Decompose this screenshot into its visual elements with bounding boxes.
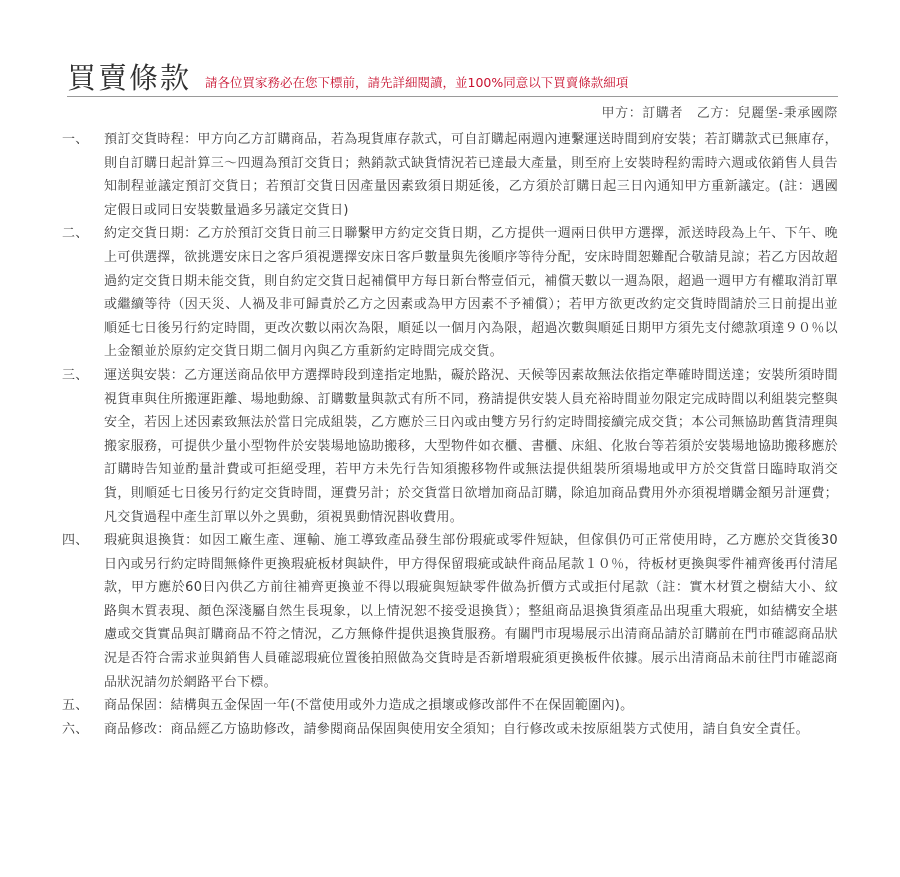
term-item	[62, 694, 838, 718]
term-text: 商品保固：結構與五金保固一年(不當使用或外力造成之損壞或修改部件不在保固範圍內)。	[104, 698, 634, 714]
term-item	[62, 718, 838, 742]
term-text: 約定交貨日期：乙方於預訂交貨日前三日聯繫甲方約定交貨日期，乙方提供一週兩日供甲方選擇，派送時段為上午、下午、晚上可供選擇，欲挑選安床日之客戶須視選擇安床日客戶數量與先後順序等待分配，安床時間恕難配合敬請見諒；若乙方因故超過約定交貨日期未能交貨，則自約定交貨日起補償甲方每日新台幣壹佰元，補償天數以一週為限，超過一週甲方有權取消訂單或繼續等待（因天災、人禍及非可歸責於乙方之因素或為甲方因素不予補償）；若甲方欲更改約定交貨時間請於三日前提出並順延七日後另行約定時間，更改次數以兩次為限，順延以一個月內為限，超過次數與順延日期甲方須先支付總款項達９０％以上金額並於原約定交貨日期二個月內與乙方重新約定時間完成交貨。	[104, 226, 838, 360]
term-item	[62, 364, 838, 529]
terms-list	[62, 128, 838, 741]
term-number: 六、	[62, 721, 89, 737]
term-number: 四、	[62, 533, 89, 549]
term-number: 一、	[62, 132, 89, 147]
term-text: 預訂交貨時程：甲方向乙方訂購商品，若為現貨庫存款式，可自訂購起兩週內連繫運送時間到府安裝；若訂購款式已無庫存，則自訂購日起計算三～四週為預訂交貨日；熱銷款式缺貨情況若已達最大產量，則至府上安裝時程約需時六週或依銷售人員告知制程並議定預訂交貨日；若預訂交貨日因產量因素致須日期延後，乙方須於訂購日起三日內通知甲方重新議定。(註：遇國定假日或同日安裝數量過多另議定交貨日)	[104, 132, 838, 218]
term-number: 三、	[62, 367, 89, 383]
page-title: 買賣條款	[67, 61, 192, 95]
term-item	[62, 128, 838, 222]
term-item	[62, 529, 838, 694]
term-text: 運送與安裝：乙方運送商品依甲方選擇時段到達指定地點，礙於路況、天候等因素故無法依指定準確時間送達；安裝所須時間視貨車與住所搬運距離、場地動線、訂購數量與款式有所不同，務請提供安裝人員充裕時間並勿限定完成時間以利組裝完整與安全，若因上述因素致無法於當日完成組裝，乙方應於三日內或由雙方另行約定時間接續完成交貨；本公司無協助舊貨清理與搬家服務，可提供少量小型物件於安裝場地協助搬移，大型物件如衣櫃、書櫃、床組、化妝台等若須於安裝場地協助搬移應於訂購時告知並酌量計費或可拒絕受理，若甲方未先行告知須搬移物件或無法提供組裝所須場地或甲方於交貨當日臨時取消交貨，則順延七日後另行約定交貨時間，運費另計；於交貨當日欲增加商品訂購，除追加商品費用外亦須視增購金額另計運費；凡交貨過程中產生訂單以外之異動，須視異動情況斟收費用。	[104, 367, 838, 525]
page-header	[67, 52, 837, 96]
term-item	[62, 222, 838, 364]
term-text: 商品修改：商品經乙方協助修改，請參閱商品保固與使用安全須知；自行修改或未按原組裝方式使用，請自負安全責任。	[104, 721, 809, 737]
parties-line: 甲方：訂購者 乙方：兒麗堡-秉承國際	[601, 106, 838, 121]
term-text: 瑕疵與退換貨：如因工廠生產、運輸、施工導致產品發生部份瑕疵或零件短缺，但傢俱仍可正常使用時，乙方應於交貨後30日內或另行約定時間無條件更換瑕疵板材與缺件，甲方得保留瑕疵或缺件商品尾款１０％，待板材更換與零件補齊後再付清尾款，甲方應於60日內供乙方前往補齊更換並不得以瑕疵與短缺零件做為折價方式或拒付尾款（註：實木材質之樹結大小、紋路與木質表現、顏色深淺屬自然生長現象，以上情況恕不接受退換貨）；整組商品退換貨須產品出現重大瑕疵，如結構安全堪慮或交貨實品與訂購商品不符之情況，乙方無條件提供退換貨服務。有關門市現場展示出清商品請於訂購前在門市確認商品狀況是否符合需求並與銷售人員確認瑕疵位置後拍照做為交貨時是否新增瑕疵須更換板件依據。展示出清商品未前往門市確認商品狀況請勿於網路平台下標。	[104, 533, 838, 690]
term-number: 五、	[62, 698, 89, 714]
page-subtitle: 請各位買家務必在您下標前，請先詳細閱讀，並100%同意以下買賣條款細項	[205, 75, 629, 90]
header-divider	[67, 96, 838, 97]
term-number: 二、	[62, 226, 89, 242]
